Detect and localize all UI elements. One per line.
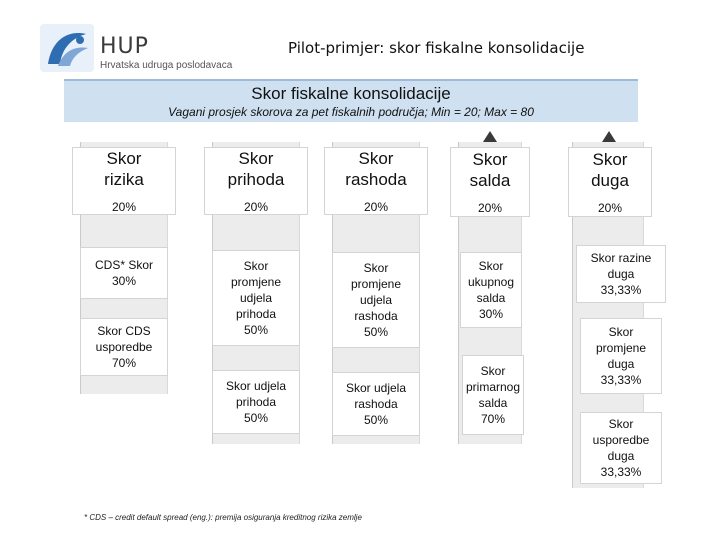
arrow-up-icon (602, 131, 616, 142)
component-box (332, 372, 420, 436)
component-weight: 30% (111, 274, 137, 288)
component-box (580, 412, 662, 484)
pillar-duga-header (568, 147, 652, 217)
component-box (212, 250, 300, 346)
component-label: Skor udjela rashoda (345, 381, 407, 411)
pillar-title: Skor rashoda (345, 148, 407, 189)
hup-logo-icon (40, 24, 94, 72)
component-box (212, 370, 300, 434)
component-box (462, 355, 524, 435)
component-box (80, 247, 168, 299)
pillar-salda-header (450, 147, 530, 217)
banner-subtitle: Vagani prosjek skorova za pet fiskalnih područja; Min = 20; Max = 80 (168, 105, 534, 119)
pillar-weight: 20% (111, 199, 137, 214)
logo-subtitle: Hrvatska udruga poslodavaca (100, 60, 233, 71)
component-box (580, 318, 662, 394)
component-label: Skor ukupnog salda (467, 259, 515, 305)
component-label: Skor promjene udjela rashoda (350, 261, 402, 323)
pillar-weight: 20% (363, 199, 389, 214)
component-label: Skor promjene duga (595, 325, 647, 371)
component-weight: 30% (478, 307, 504, 321)
component-box (576, 245, 666, 303)
component-weight: 50% (363, 325, 389, 339)
pillar-title: Skor salda (469, 149, 511, 190)
pillar-rashoda-header (324, 147, 428, 215)
component-weight: 70% (111, 356, 137, 370)
pillar-weight: 20% (597, 200, 623, 215)
component-weight: 33,33% (600, 283, 642, 297)
pillar-title: Skor rizika (104, 148, 144, 189)
component-label: Skor primarnog salda (465, 364, 521, 410)
pillar-rizika-header (72, 147, 176, 215)
footnote: * CDS – credit default spread (eng.): premija osiguranja kreditnog rizika zemlje (84, 513, 362, 522)
banner-title: Skor fiskalne konsolidacije (251, 84, 451, 103)
slide-title: Pilot-primjer: skor fiskalne konsolidacije (288, 39, 585, 57)
component-box (80, 318, 168, 376)
component-label: Skor CDS usporedbe (95, 324, 153, 354)
component-weight: 33,33% (600, 465, 642, 479)
logo-name: HUP (100, 34, 149, 59)
component-label: Skor udjela prihoda (225, 379, 287, 409)
pillar-weight: 20% (477, 200, 503, 215)
component-weight: 50% (363, 413, 389, 427)
component-weight: 50% (243, 323, 269, 337)
pillar-title: Skor prihoda (227, 148, 285, 189)
component-box (460, 252, 522, 328)
pillar-weight: 20% (243, 199, 269, 214)
arrow-up-icon (483, 131, 497, 142)
component-label: CDS* Skor (94, 258, 153, 272)
component-weight: 50% (243, 411, 269, 425)
component-weight: 33,33% (600, 373, 642, 387)
component-box (332, 252, 420, 348)
component-label: Skor promjene udjela prihoda (230, 259, 282, 321)
component-label: Skor usporedbe duga (592, 417, 650, 463)
pillar-prihoda-header (204, 147, 308, 215)
component-label: Skor razine duga (590, 251, 652, 281)
component-weight: 70% (480, 412, 506, 426)
pillar-title: Skor duga (591, 149, 629, 190)
